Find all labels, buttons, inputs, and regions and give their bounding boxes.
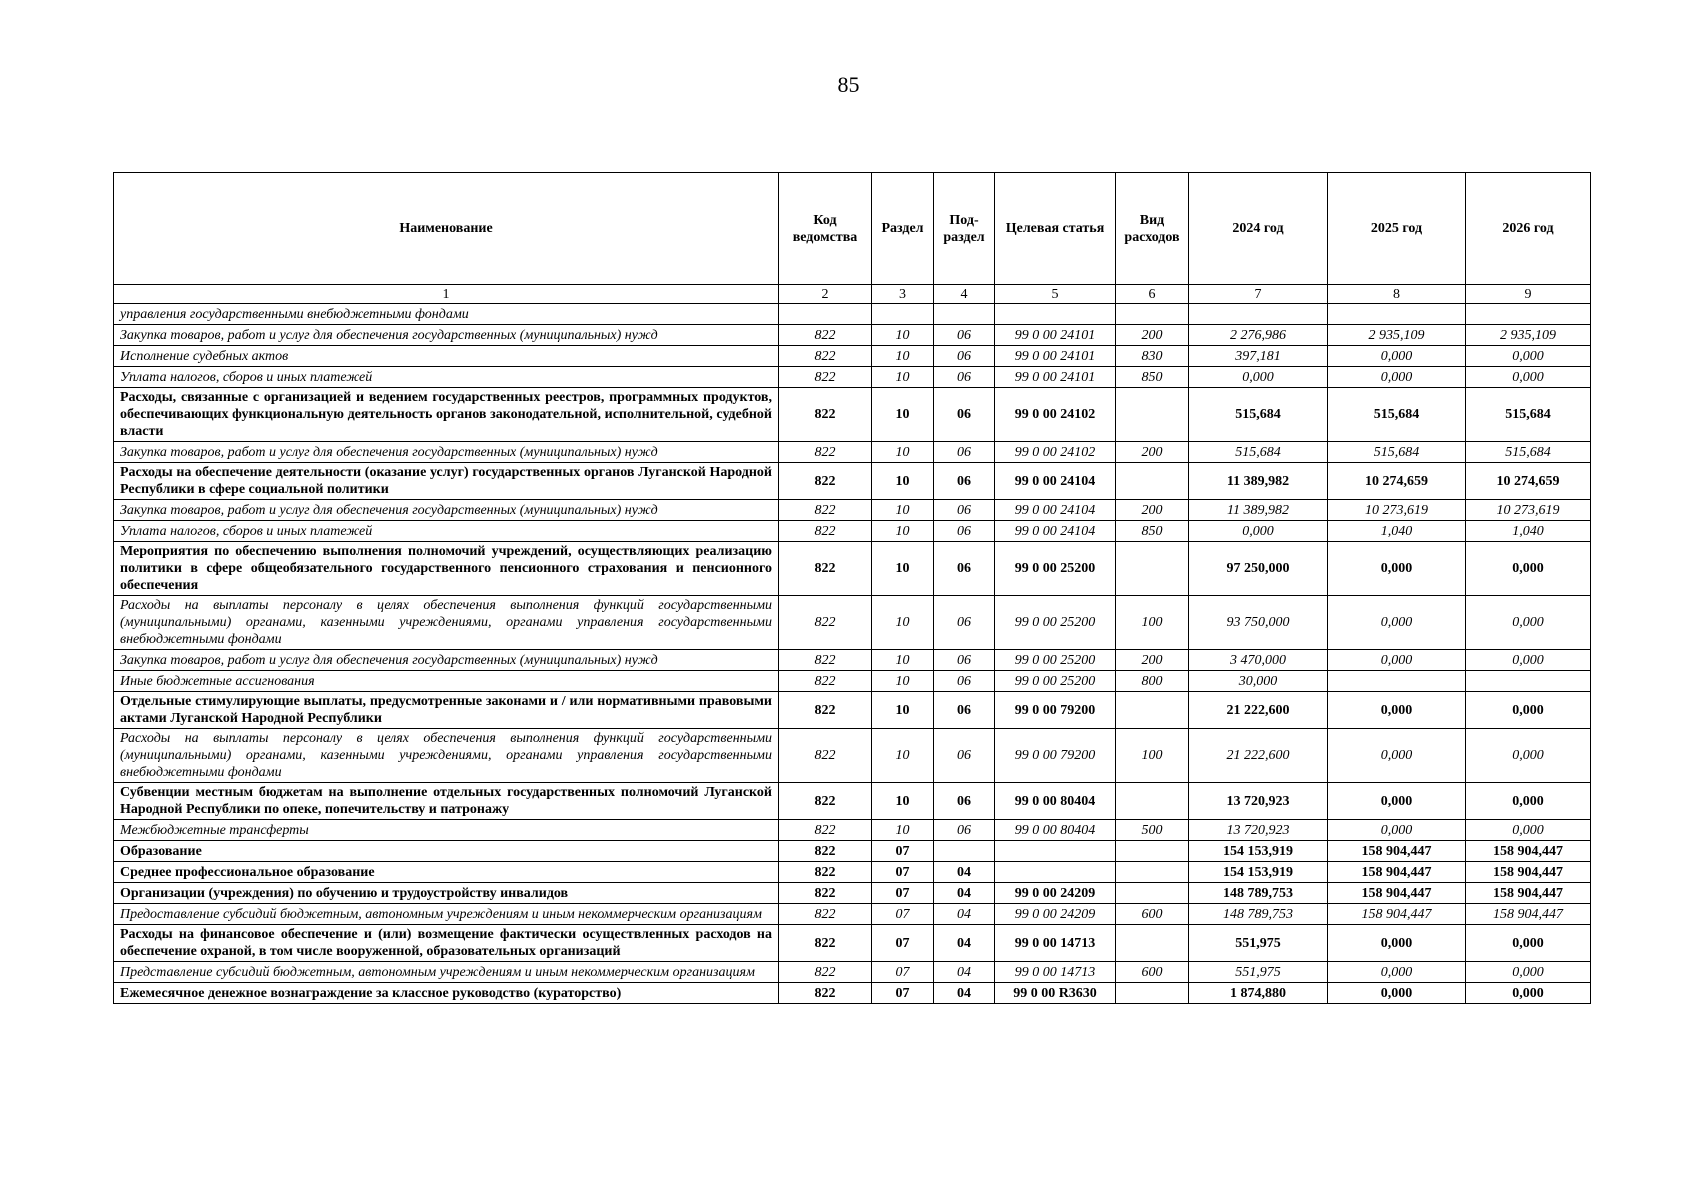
row-value-2024: 3 470,000 (1189, 650, 1328, 671)
row-target (995, 862, 1116, 883)
table-row (114, 671, 1591, 692)
row-section: 07 (872, 983, 934, 1004)
row-subsection: 06 (934, 783, 995, 820)
row-value-2026: 0,000 (1466, 692, 1591, 729)
row-value-2025: 158 904,447 (1328, 862, 1466, 883)
row-value-2026: 158 904,447 (1466, 841, 1591, 862)
row-target: 99 0 00 24102 (995, 388, 1116, 442)
row-section: 07 (872, 883, 934, 904)
row-value-2026: 0,000 (1466, 346, 1591, 367)
table-row (114, 500, 1591, 521)
row-name: Предоставление субсидий бюджетным, автономным учреждениям и иным некоммерческим организациям (114, 904, 779, 925)
row-kind: 830 (1116, 346, 1189, 367)
row-section: 10 (872, 442, 934, 463)
table-row (114, 388, 1591, 442)
column-number-row (114, 285, 1591, 304)
row-value-2025: 0,000 (1328, 596, 1466, 650)
col-header-target: Целевая статья (995, 173, 1116, 285)
row-subsection: 06 (934, 650, 995, 671)
table-row (114, 442, 1591, 463)
row-kind (1116, 783, 1189, 820)
row-name: Расходы, связанные с организацией и ведением государственных реестров, программных продуктов, обеспечивающих функциональную деятельность органов законодательной, исполнительной, судебной власти (114, 388, 779, 442)
row-subsection: 04 (934, 883, 995, 904)
row-code: 822 (779, 367, 872, 388)
row-value-2024: 551,975 (1189, 962, 1328, 983)
row-kind (1116, 463, 1189, 500)
row-name: Организации (учреждения) по обучению и трудоустройству инвалидов (114, 883, 779, 904)
row-kind (1116, 925, 1189, 962)
row-value-2026: 0,000 (1466, 729, 1591, 783)
row-section: 10 (872, 388, 934, 442)
row-value-2026 (1466, 671, 1591, 692)
row-section: 10 (872, 521, 934, 542)
row-value-2025: 0,000 (1328, 983, 1466, 1004)
col-number: 8 (1328, 285, 1466, 304)
row-target: 99 0 00 14713 (995, 925, 1116, 962)
row-section: 10 (872, 729, 934, 783)
row-value-2024: 551,975 (1189, 925, 1328, 962)
row-value-2024: 148 789,753 (1189, 883, 1328, 904)
row-kind: 850 (1116, 367, 1189, 388)
row-value-2024: 154 153,919 (1189, 841, 1328, 862)
row-section: 07 (872, 962, 934, 983)
row-target: 99 0 00 25200 (995, 542, 1116, 596)
table-row (114, 983, 1591, 1004)
row-subsection: 04 (934, 862, 995, 883)
row-code: 822 (779, 841, 872, 862)
row-value-2024 (1189, 304, 1328, 325)
row-section: 10 (872, 542, 934, 596)
row-target: 99 0 00 25200 (995, 596, 1116, 650)
row-value-2025: 0,000 (1328, 542, 1466, 596)
row-code: 822 (779, 692, 872, 729)
row-target: 99 0 00 24102 (995, 442, 1116, 463)
col-header-subsection: Под-раздел (934, 173, 995, 285)
row-value-2026: 0,000 (1466, 925, 1591, 962)
table-row (114, 820, 1591, 841)
row-value-2024: 21 222,600 (1189, 692, 1328, 729)
row-subsection: 06 (934, 346, 995, 367)
col-number: 1 (114, 285, 779, 304)
row-section: 10 (872, 783, 934, 820)
table-row (114, 346, 1591, 367)
row-value-2026: 0,000 (1466, 596, 1591, 650)
row-kind (1116, 388, 1189, 442)
row-value-2024: 397,181 (1189, 346, 1328, 367)
row-value-2025: 0,000 (1328, 783, 1466, 820)
row-target: 99 0 00 R3630 (995, 983, 1116, 1004)
row-target: 99 0 00 24104 (995, 521, 1116, 542)
row-name: Исполнение судебных актов (114, 346, 779, 367)
row-name: Закупка товаров, работ и услуг для обеспечения государственных (муниципальных) нужд (114, 442, 779, 463)
row-value-2026: 158 904,447 (1466, 862, 1591, 883)
row-kind: 850 (1116, 521, 1189, 542)
row-target: 99 0 00 24104 (995, 463, 1116, 500)
row-target: 99 0 00 14713 (995, 962, 1116, 983)
row-kind (1116, 304, 1189, 325)
row-value-2024: 515,684 (1189, 388, 1328, 442)
col-header-2024: 2024 год (1189, 173, 1328, 285)
row-target: 99 0 00 80404 (995, 783, 1116, 820)
row-kind (1116, 862, 1189, 883)
row-value-2024: 148 789,753 (1189, 904, 1328, 925)
row-target: 99 0 00 79200 (995, 692, 1116, 729)
table-row (114, 862, 1591, 883)
row-value-2026: 158 904,447 (1466, 904, 1591, 925)
row-code: 822 (779, 596, 872, 650)
row-kind (1116, 692, 1189, 729)
row-value-2025: 10 273,619 (1328, 500, 1466, 521)
row-code: 822 (779, 883, 872, 904)
row-section: 07 (872, 925, 934, 962)
row-kind (1116, 983, 1189, 1004)
table-row (114, 962, 1591, 983)
row-value-2024: 11 389,982 (1189, 500, 1328, 521)
col-header-code: Код ведомства (779, 173, 872, 285)
table-row (114, 596, 1591, 650)
row-section: 07 (872, 904, 934, 925)
row-name: Закупка товаров, работ и услуг для обеспечения государственных (муниципальных) нужд (114, 500, 779, 521)
row-code: 822 (779, 463, 872, 500)
row-name: Расходы на обеспечение деятельности (оказание услуг) государственных органов Луганской Народной Республики в сфере социальной политики (114, 463, 779, 500)
row-code (779, 304, 872, 325)
row-subsection: 06 (934, 521, 995, 542)
col-header-name: Наименование (114, 173, 779, 285)
row-subsection: 06 (934, 367, 995, 388)
row-subsection: 04 (934, 904, 995, 925)
row-subsection (934, 841, 995, 862)
row-name: Расходы на выплаты персоналу в целях обеспечения выполнения функций государственными (муниципальными) органами, казенными учреждениями, органами управления государственными внебюджетными фондами (114, 596, 779, 650)
row-kind: 200 (1116, 500, 1189, 521)
row-code: 822 (779, 983, 872, 1004)
col-number: 5 (995, 285, 1116, 304)
row-name: Межбюджетные трансферты (114, 820, 779, 841)
row-name: Закупка товаров, работ и услуг для обеспечения государственных (муниципальных) нужд (114, 325, 779, 346)
row-target: 99 0 00 24101 (995, 367, 1116, 388)
table-row (114, 783, 1591, 820)
row-kind: 600 (1116, 962, 1189, 983)
row-value-2026: 0,000 (1466, 367, 1591, 388)
row-name: Представление субсидий бюджетным, автономным учреждениям и иным некоммерческим организациям (114, 962, 779, 983)
row-code: 822 (779, 783, 872, 820)
row-section: 10 (872, 346, 934, 367)
row-subsection: 04 (934, 983, 995, 1004)
row-section: 07 (872, 841, 934, 862)
row-kind: 200 (1116, 650, 1189, 671)
row-value-2025: 0,000 (1328, 729, 1466, 783)
row-value-2026: 10 273,619 (1466, 500, 1591, 521)
row-subsection: 06 (934, 500, 995, 521)
row-section: 07 (872, 862, 934, 883)
row-section: 10 (872, 596, 934, 650)
col-number: 7 (1189, 285, 1328, 304)
row-value-2026: 1,040 (1466, 521, 1591, 542)
col-number: 9 (1466, 285, 1591, 304)
col-header-section: Раздел (872, 173, 934, 285)
row-name: Расходы на финансовое обеспечение и (или) возмещение фактически осуществленных расходов на обеспечение охраной, в том числе вооруженной, образовательных организаций (114, 925, 779, 962)
row-code: 822 (779, 521, 872, 542)
table-row (114, 367, 1591, 388)
row-code: 822 (779, 388, 872, 442)
row-value-2025: 158 904,447 (1328, 883, 1466, 904)
row-value-2024: 1 874,880 (1189, 983, 1328, 1004)
row-subsection: 06 (934, 542, 995, 596)
row-value-2026: 0,000 (1466, 983, 1591, 1004)
row-name: Закупка товаров, работ и услуг для обеспечения государственных (муниципальных) нужд (114, 650, 779, 671)
row-value-2024: 21 222,600 (1189, 729, 1328, 783)
col-header-kind: Вид расходов (1116, 173, 1189, 285)
row-name: Образование (114, 841, 779, 862)
row-value-2026: 0,000 (1466, 783, 1591, 820)
table-row (114, 650, 1591, 671)
row-value-2025: 0,000 (1328, 692, 1466, 729)
row-value-2024: 154 153,919 (1189, 862, 1328, 883)
row-name: Иные бюджетные ассигнования (114, 671, 779, 692)
row-subsection: 06 (934, 692, 995, 729)
row-value-2025 (1328, 304, 1466, 325)
row-value-2025: 515,684 (1328, 442, 1466, 463)
row-value-2025: 158 904,447 (1328, 841, 1466, 862)
row-kind (1116, 883, 1189, 904)
row-code: 822 (779, 925, 872, 962)
row-name: Отдельные стимулирующие выплаты, предусмотренные законами и / или нормативными правовыми актами Луганской Народной Республики (114, 692, 779, 729)
row-name: Среднее профессиональное образование (114, 862, 779, 883)
row-subsection: 06 (934, 671, 995, 692)
row-value-2026: 515,684 (1466, 388, 1591, 442)
row-code: 822 (779, 442, 872, 463)
row-code: 822 (779, 346, 872, 367)
row-kind: 100 (1116, 729, 1189, 783)
row-value-2025: 0,000 (1328, 650, 1466, 671)
row-value-2024: 97 250,000 (1189, 542, 1328, 596)
row-kind: 100 (1116, 596, 1189, 650)
table-row (114, 463, 1591, 500)
row-target: 99 0 00 24209 (995, 904, 1116, 925)
row-code: 822 (779, 542, 872, 596)
row-value-2024: 515,684 (1189, 442, 1328, 463)
row-code: 822 (779, 962, 872, 983)
row-value-2025: 0,000 (1328, 962, 1466, 983)
header-row (114, 173, 1591, 285)
row-value-2026: 515,684 (1466, 442, 1591, 463)
row-section: 10 (872, 820, 934, 841)
row-value-2026: 0,000 (1466, 962, 1591, 983)
row-section: 10 (872, 325, 934, 346)
row-subsection: 06 (934, 388, 995, 442)
row-value-2025: 0,000 (1328, 367, 1466, 388)
row-subsection: 04 (934, 962, 995, 983)
col-header-2026: 2026 год (1466, 173, 1591, 285)
row-name: Уплата налогов, сборов и иных платежей (114, 367, 779, 388)
row-target: 99 0 00 25200 (995, 671, 1116, 692)
row-value-2025: 2 935,109 (1328, 325, 1466, 346)
row-subsection: 06 (934, 820, 995, 841)
row-section: 10 (872, 692, 934, 729)
row-code: 822 (779, 650, 872, 671)
row-value-2025: 0,000 (1328, 346, 1466, 367)
page-number: 85 (837, 72, 860, 97)
row-target: 99 0 00 79200 (995, 729, 1116, 783)
row-section: 10 (872, 367, 934, 388)
row-section: 10 (872, 500, 934, 521)
col-number: 4 (934, 285, 995, 304)
row-target: 99 0 00 24104 (995, 500, 1116, 521)
row-section: 10 (872, 463, 934, 500)
row-kind: 200 (1116, 325, 1189, 346)
row-code: 822 (779, 862, 872, 883)
row-kind: 200 (1116, 442, 1189, 463)
row-value-2024: 30,000 (1189, 671, 1328, 692)
row-value-2026: 0,000 (1466, 820, 1591, 841)
table-row (114, 325, 1591, 346)
col-number: 6 (1116, 285, 1189, 304)
row-name: управления государственными внебюджетными фондами (114, 304, 779, 325)
table-row (114, 904, 1591, 925)
col-number: 2 (779, 285, 872, 304)
row-target: 99 0 00 25200 (995, 650, 1116, 671)
row-section: 10 (872, 650, 934, 671)
row-subsection (934, 304, 995, 325)
row-name: Уплата налогов, сборов и иных платежей (114, 521, 779, 542)
row-value-2025: 10 274,659 (1328, 463, 1466, 500)
row-value-2024: 93 750,000 (1189, 596, 1328, 650)
row-code: 822 (779, 500, 872, 521)
row-kind (1116, 542, 1189, 596)
row-code: 822 (779, 729, 872, 783)
row-value-2024: 11 389,982 (1189, 463, 1328, 500)
row-value-2026: 158 904,447 (1466, 883, 1591, 904)
row-code: 822 (779, 904, 872, 925)
row-subsection: 06 (934, 442, 995, 463)
table-row (114, 841, 1591, 862)
table-row (114, 925, 1591, 962)
row-code: 822 (779, 820, 872, 841)
row-value-2026 (1466, 304, 1591, 325)
row-kind: 600 (1116, 904, 1189, 925)
row-name: Мероприятия по обеспечению выполнения полномочий учреждений, осуществляющих реализацию политики в сфере общеобязательного государственного пенсионного страхования и пенсионного обеспечения (114, 542, 779, 596)
row-value-2025: 1,040 (1328, 521, 1466, 542)
row-kind: 500 (1116, 820, 1189, 841)
table-row (114, 729, 1591, 783)
col-header-2025: 2025 год (1328, 173, 1466, 285)
row-value-2025: 0,000 (1328, 925, 1466, 962)
row-value-2026: 0,000 (1466, 542, 1591, 596)
col-number: 3 (872, 285, 934, 304)
row-subsection: 04 (934, 925, 995, 962)
row-section (872, 304, 934, 325)
row-code: 822 (779, 325, 872, 346)
table-row (114, 692, 1591, 729)
row-subsection: 06 (934, 596, 995, 650)
row-kind (1116, 841, 1189, 862)
row-target: 99 0 00 24101 (995, 346, 1116, 367)
budget-table (113, 172, 1591, 1004)
row-value-2025: 515,684 (1328, 388, 1466, 442)
row-value-2025: 158 904,447 (1328, 904, 1466, 925)
row-value-2026: 10 274,659 (1466, 463, 1591, 500)
table-row (114, 304, 1591, 325)
row-value-2024: 2 276,986 (1189, 325, 1328, 346)
row-target (995, 841, 1116, 862)
row-target: 99 0 00 80404 (995, 820, 1116, 841)
row-value-2024: 13 720,923 (1189, 820, 1328, 841)
row-name: Субвенции местным бюджетам на выполнение отдельных государственных полномочий Луганской Народной Республики по опеке, попечительству и патронажу (114, 783, 779, 820)
row-value-2024: 0,000 (1189, 521, 1328, 542)
row-subsection: 06 (934, 325, 995, 346)
row-value-2025 (1328, 671, 1466, 692)
row-section: 10 (872, 671, 934, 692)
row-value-2026: 0,000 (1466, 650, 1591, 671)
row-value-2024: 0,000 (1189, 367, 1328, 388)
row-value-2024: 13 720,923 (1189, 783, 1328, 820)
row-target: 99 0 00 24101 (995, 325, 1116, 346)
row-subsection: 06 (934, 463, 995, 500)
row-code: 822 (779, 671, 872, 692)
row-name: Ежемесячное денежное вознаграждение за классное руководство (кураторство) (114, 983, 779, 1004)
table-row (114, 542, 1591, 596)
row-value-2026: 2 935,109 (1466, 325, 1591, 346)
table-row (114, 883, 1591, 904)
row-target (995, 304, 1116, 325)
row-value-2025: 0,000 (1328, 820, 1466, 841)
row-kind: 800 (1116, 671, 1189, 692)
row-name: Расходы на выплаты персоналу в целях обеспечения выполнения функций государственными (муниципальными) органами, казенными учреждениями, органами управления государственными внебюджетными фондами (114, 729, 779, 783)
table-row (114, 521, 1591, 542)
row-subsection: 06 (934, 729, 995, 783)
row-target: 99 0 00 24209 (995, 883, 1116, 904)
